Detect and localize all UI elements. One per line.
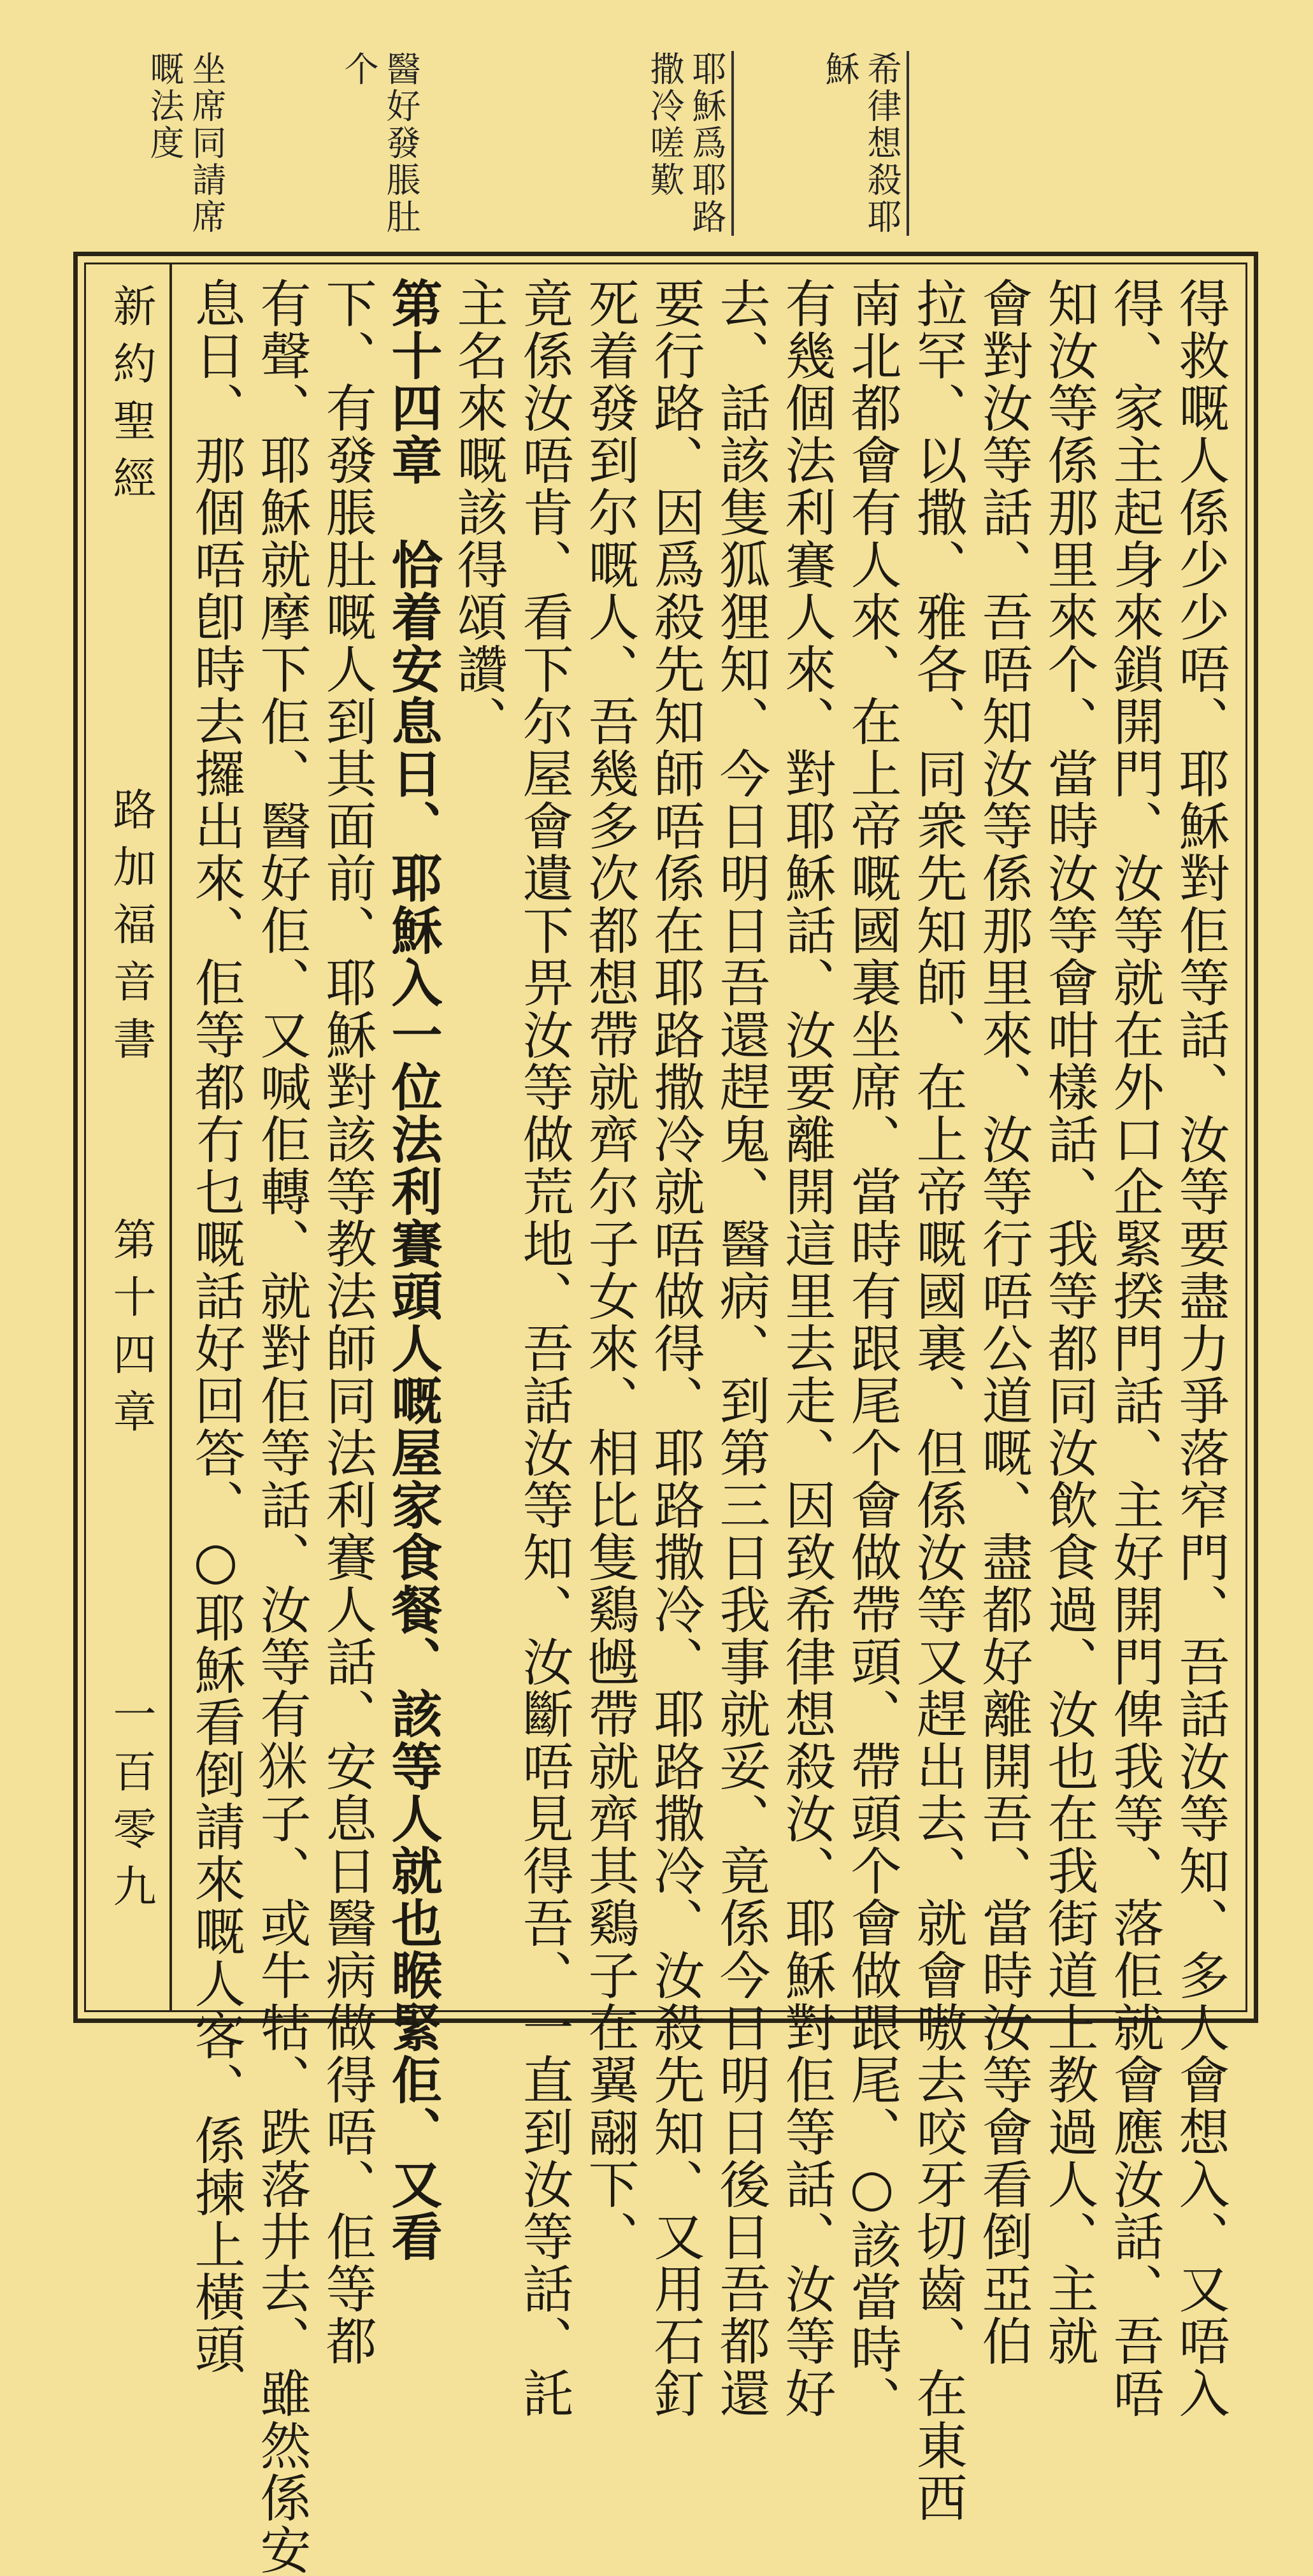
running-head	[86, 264, 172, 2010]
running-head-title: 新約聖經	[106, 284, 156, 513]
chapter-14-start-column: 第十四章 恰着安息日、耶穌入一位法利賽頭人嘅屋家食餐、該等人就也睺緊佢、又看	[383, 277, 443, 2263]
page-number: 一百零九	[106, 1692, 156, 1921]
text-column: 有幾個法利賽人來、對耶穌話、汝要離開這里去走、因致希律想殺汝、耶穌對佢等話、汝等好	[777, 277, 836, 2419]
running-head-chapter: 第十四章	[106, 1217, 156, 1446]
text-column: 要行路、因爲殺先知師唔係在耶路撒冷就唔做得、耶路撒冷、耶路撒冷、汝殺先知、又用石釘	[645, 277, 705, 2419]
text-frame	[73, 252, 1258, 2576]
running-head-book: 路加福音書	[106, 787, 156, 1074]
scripture-body	[175, 277, 1233, 2576]
text-column: 死着發到尔嘅人、吾幾多次都想帶就齊尔子女來、相比隻鷄乸帶就齊其鷄子在翼翮下、	[580, 277, 639, 2263]
text-column: 下、有發脹肚嘅人到其面前、耶穌對該等教法師同法利賽人話、安息日醫病做得唔、佢等都	[317, 277, 377, 2367]
text-column: 南北都會有人來、在上帝嘅國裏坐席、當時有跟尾个會做帶頭、帶頭个會做跟尾、○該當時、	[842, 277, 901, 2428]
text-column: 主名來嘅該得頌讚、	[448, 277, 508, 747]
text-column: 去、話該隻狐狸知、今日明日吾還趕鬼、醫病、到第三日我事就妥、竟係今日明日後日吾都還	[711, 277, 770, 2419]
margin-note-feast-seating: 坐席同請席 嘅法度	[145, 51, 227, 236]
text-column: 得、家主起身來鎖開門、汝等就在外口企緊揆門話、主好開門俾我等、落佢就會應汝話、吾唔	[1105, 277, 1164, 2419]
text-column: 息日、那個唔卽時去攞出來、佢等都冇乜嘅話好回答、○耶穌看倒請來嘅人客、係揀上橫頭	[186, 277, 245, 2375]
text-column: 知汝等係那里來个、當時汝等會咁樣話、我等都同汝飲食過、汝也在我街道上教過人、主就	[1039, 277, 1098, 2367]
margin-note-herod: 希律想殺耶 穌	[819, 51, 909, 236]
margin-note-healing-dropsy: 醫好發脹肚 个	[339, 51, 421, 236]
margin-note-jerusalem-lament: 耶穌爲耶路 撒冷嗟歎	[643, 51, 734, 236]
text-column: 有聲、耶穌就摩下佢、醫好佢、又喊佢轉、就對佢等話、汝等有𤝸子、或牛牯、跌落井去、雖然係安	[252, 277, 311, 2576]
text-column: 竟係汝唔肯、看下尔屋會遺下畀汝等做荒地、吾話汝等知、汝斷唔見得吾、一直到汝等話、託	[514, 277, 573, 2419]
text-column: 得救嘅人係少少唔、耶穌對佢等話、汝等要盡力爭落窄門、吾話汝等知、多人會想入、又唔入	[1170, 277, 1230, 2419]
text-frame-inner	[84, 263, 1247, 2576]
text-column: 會對汝等話、吾唔知汝等係那里來、汝等行唔公道嘅、盡都好離開吾、當時汝等會看倒亞伯	[973, 277, 1033, 2367]
text-column: 拉罕、以撒、雅各、同衆先知師、在上帝嘅國裏、但係汝等又趕出去、就會嗷去咬牙切齒、在東西	[908, 277, 967, 2524]
